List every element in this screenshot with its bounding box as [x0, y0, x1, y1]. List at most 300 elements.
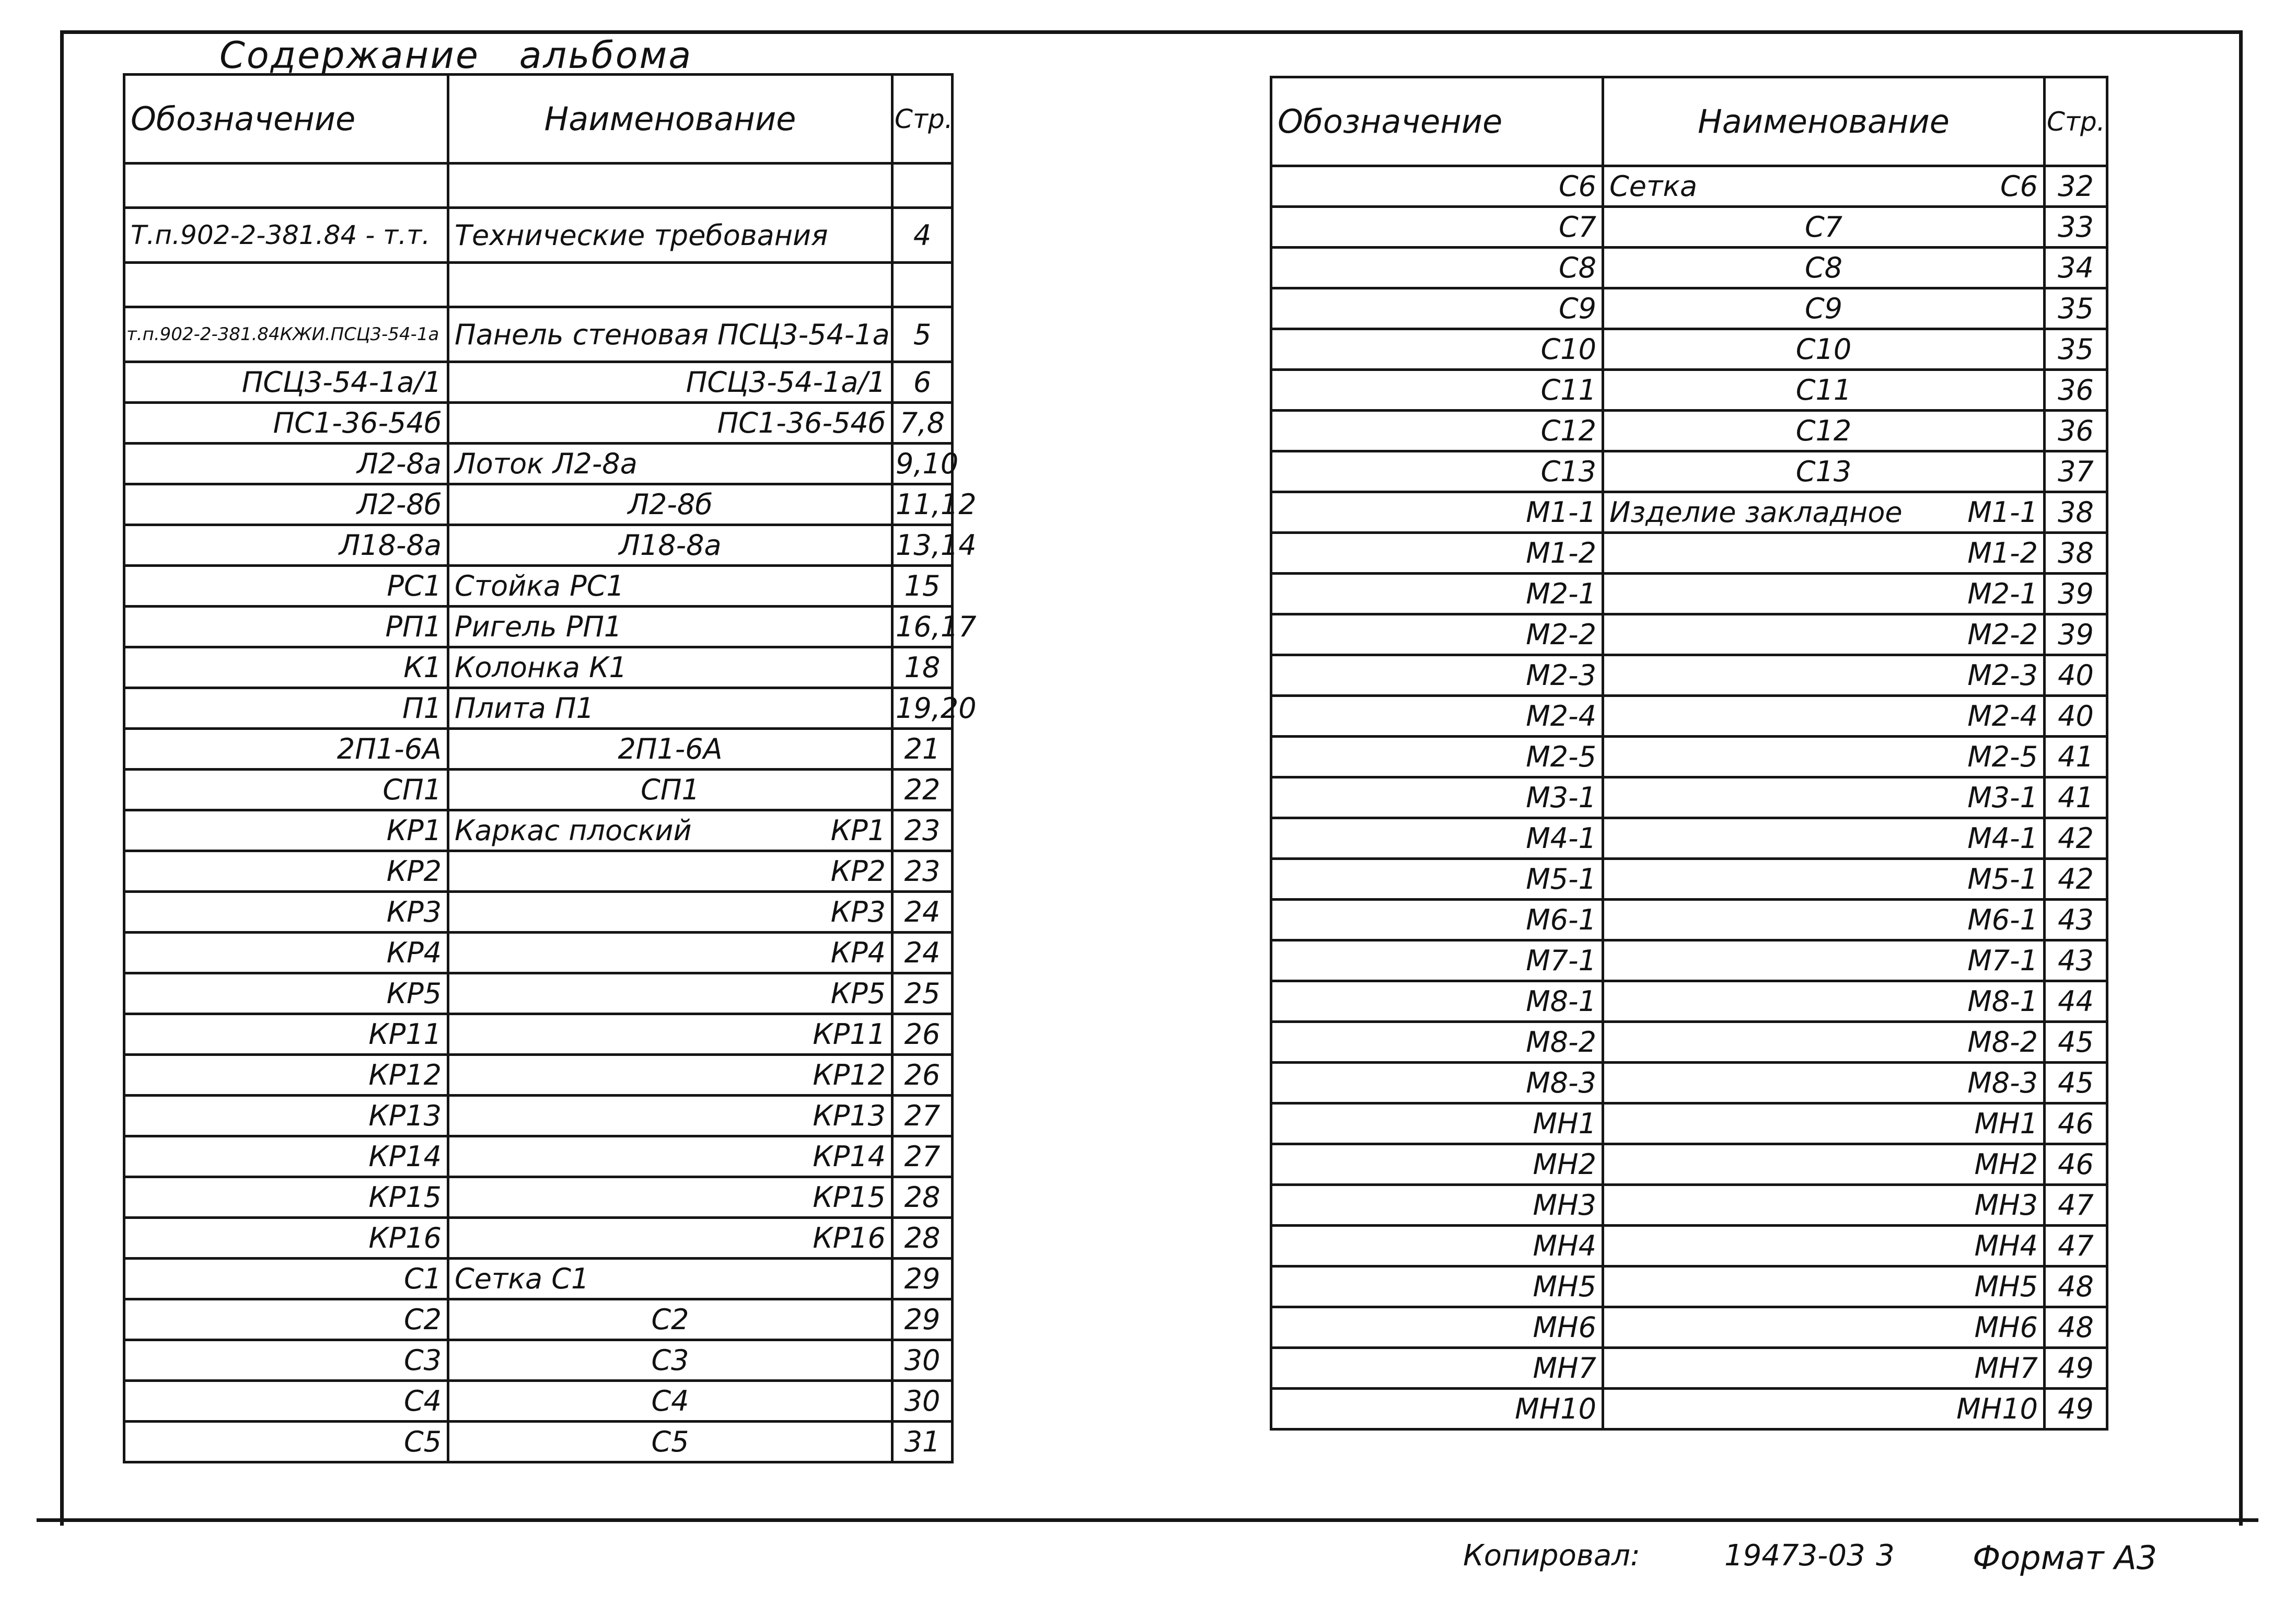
page-cell: 28 [892, 1218, 953, 1259]
designation-cell: М8-1 [1271, 981, 1603, 1022]
table-row [124, 892, 953, 933]
table-row [124, 1259, 953, 1299]
sheet-number: 3 [1876, 1539, 1895, 1573]
page-cell: 37 [2045, 451, 2107, 492]
name-cell [1603, 492, 2045, 533]
table-row [124, 770, 953, 810]
table-row [124, 444, 953, 484]
designation-cell: М4-1 [1271, 818, 1603, 859]
table-row [1271, 737, 2107, 777]
name-cell [1603, 411, 2045, 451]
table-row [1271, 777, 2107, 818]
name-cell [448, 1055, 892, 1096]
table-row [124, 1055, 953, 1096]
designation-cell: т.п.902-2-381.84КЖИ.ПСЦ3-54-1а [124, 307, 448, 362]
page-cell: 48 [2045, 1307, 2107, 1348]
table-row [1271, 940, 2107, 981]
name-cell [1603, 737, 2045, 777]
name-text: Ригель РП1 [455, 610, 622, 643]
paper-format: Формат А3 [1973, 1539, 2158, 1577]
table-row [1271, 329, 2107, 370]
name-cell [448, 263, 892, 307]
table-header [1271, 77, 2107, 166]
table-row [1271, 533, 2107, 574]
name-cell [448, 566, 892, 607]
name-cell [1603, 1348, 2045, 1389]
name-cell [448, 1340, 892, 1381]
name-text: ПСЦ3-54-1а/1 [686, 366, 886, 399]
name-cell [1603, 1185, 2045, 1226]
designation-cell: С12 [1271, 411, 1603, 451]
name-text: М8-1 [1967, 985, 2038, 1018]
name-cell [1603, 981, 2045, 1022]
designation-cell: КР15 [124, 1177, 448, 1218]
page-cell: 23 [892, 810, 953, 851]
name-text: С7 [1804, 211, 1843, 243]
name-text: МН10 [1956, 1392, 2038, 1425]
name-text: МН6 [1974, 1311, 2038, 1344]
page-cell: 26 [892, 1014, 953, 1055]
name-cell [448, 1381, 892, 1422]
page-cell: 39 [2045, 574, 2107, 614]
header-name: Наименование [1603, 77, 2045, 166]
page-cell: 6 [892, 362, 953, 403]
page-cell: 22 [892, 770, 953, 810]
designation-cell: КР1 [124, 810, 448, 851]
name-text: Сетка [1609, 170, 1698, 203]
page-cell: 4 [892, 208, 953, 263]
table-row [124, 1340, 953, 1381]
name-text: М5-1 [1967, 863, 2038, 896]
name-cell [448, 688, 892, 729]
header-designation: Обозначение [1271, 77, 1603, 166]
frame-bottom-line [37, 1518, 2258, 1522]
page-cell: 28 [892, 1177, 953, 1218]
name-cell [448, 1136, 892, 1177]
name-text: М2-2 [1967, 618, 2038, 651]
document-code: 19473-03 [1724, 1539, 1865, 1573]
page-cell: 5 [892, 307, 953, 362]
designation-cell: МН10 [1271, 1389, 1603, 1429]
name-text: КР2 [830, 855, 886, 888]
name-cell [448, 647, 892, 688]
designation-cell: С3 [124, 1340, 448, 1381]
page-cell: 24 [892, 933, 953, 973]
page-cell [892, 164, 953, 208]
name-text: Сетка С1 [455, 1262, 589, 1295]
designation-cell: М6-1 [1271, 900, 1603, 940]
designation-cell: МН6 [1271, 1307, 1603, 1348]
designation-cell: Л18-8а [124, 525, 448, 566]
table-row [1271, 1266, 2107, 1307]
name-text: М8-2 [1967, 1026, 2038, 1059]
designation-cell: С8 [1271, 248, 1603, 288]
name-text: С13 [1795, 455, 1852, 488]
designation-cell: Л2-8б [124, 484, 448, 525]
name-cell [448, 1259, 892, 1299]
designation-cell: МН1 [1271, 1103, 1603, 1144]
designation-cell: КР13 [124, 1096, 448, 1136]
designation-cell: МН7 [1271, 1348, 1603, 1389]
name-cell [448, 444, 892, 484]
name-text: М6-1 [1967, 903, 2038, 936]
name-text: М8-3 [1967, 1066, 2038, 1099]
table-row [124, 810, 953, 851]
table-row [1271, 1389, 2107, 1429]
name-text: МН5 [1974, 1270, 2038, 1303]
page-cell: 38 [2045, 492, 2107, 533]
name-text: С5 [651, 1425, 689, 1458]
table-row [1271, 981, 2107, 1022]
table-row [1271, 1348, 2107, 1389]
name-cell [1603, 818, 2045, 859]
table-row [124, 362, 953, 403]
name-cell [1603, 1307, 2045, 1348]
name-text: Колонка К1 [455, 651, 627, 684]
designation-cell: С10 [1271, 329, 1603, 370]
name-cell [448, 208, 892, 263]
name-text: Изделие закладное [1609, 496, 1903, 529]
table-row [1271, 207, 2107, 248]
name-text: Л2-8б [628, 488, 713, 521]
designation-cell: К1 [124, 647, 448, 688]
page-cell: 47 [2045, 1226, 2107, 1266]
page-cell: 33 [2045, 207, 2107, 248]
table-header [124, 75, 953, 164]
name-text: МН4 [1974, 1229, 2038, 1262]
designation-cell: МН4 [1271, 1226, 1603, 1266]
name-cell [448, 1177, 892, 1218]
name-cell [448, 933, 892, 973]
page-cell: 42 [2045, 859, 2107, 900]
designation-cell: С7 [1271, 207, 1603, 248]
name-cell [448, 1218, 892, 1259]
designation-cell: С9 [1271, 288, 1603, 329]
name-text: С9 [1804, 292, 1843, 325]
name-suffix: М1-1 [1967, 496, 2038, 529]
table-row [1271, 859, 2107, 900]
page-cell: 41 [2045, 777, 2107, 818]
name-text: С3 [651, 1344, 689, 1377]
designation-cell: Л2-8а [124, 444, 448, 484]
name-cell [1603, 655, 2045, 696]
table-row [124, 607, 953, 647]
header-page: Стр. [892, 75, 953, 164]
page-cell [892, 263, 953, 307]
designation-cell: КР16 [124, 1218, 448, 1259]
table-row [124, 1299, 953, 1340]
name-text: С2 [651, 1303, 689, 1336]
name-cell [448, 164, 892, 208]
table-row [124, 1096, 953, 1136]
name-text: МН3 [1974, 1189, 2038, 1222]
page-cell: 15 [892, 566, 953, 607]
name-cell [1603, 859, 2045, 900]
name-cell [448, 525, 892, 566]
name-cell [1603, 370, 2045, 411]
page-cell: 30 [892, 1340, 953, 1381]
name-cell [448, 607, 892, 647]
name-text: С4 [651, 1385, 689, 1417]
designation-cell: РП1 [124, 607, 448, 647]
name-cell [448, 1096, 892, 1136]
table-row [124, 566, 953, 607]
page-cell: 35 [2045, 288, 2107, 329]
page-cell: 47 [2045, 1185, 2107, 1226]
table-row [1271, 614, 2107, 655]
page-cell: 9,10 [892, 444, 953, 484]
table-row [124, 647, 953, 688]
page-cell: 29 [892, 1259, 953, 1299]
table-row [1271, 1226, 2107, 1266]
table-row [1271, 492, 2107, 533]
designation-cell: М2-1 [1271, 574, 1603, 614]
name-text: М4-1 [1967, 822, 2038, 855]
designation-cell [124, 263, 448, 307]
name-text: М7-1 [1967, 944, 2038, 977]
name-text: Л18-8а [619, 529, 722, 562]
page-cell: 25 [892, 973, 953, 1014]
name-text: Плита П1 [455, 692, 594, 725]
table-row [124, 164, 953, 208]
designation-cell: МН3 [1271, 1185, 1603, 1226]
name-text: МН7 [1974, 1352, 2038, 1385]
page-cell: 40 [2045, 696, 2107, 737]
designation-cell: М8-3 [1271, 1063, 1603, 1103]
name-suffix: КР1 [830, 814, 886, 847]
page-cell: 23 [892, 851, 953, 892]
page-cell: 7,8 [892, 403, 953, 444]
name-text: Панель стеновая ПСЦ3-54-1а [455, 318, 890, 351]
table-row [1271, 655, 2107, 696]
designation-cell [124, 164, 448, 208]
table-row [124, 484, 953, 525]
table-row [1271, 818, 2107, 859]
table-row [1271, 370, 2107, 411]
designation-cell: РС1 [124, 566, 448, 607]
designation-cell: М8-2 [1271, 1022, 1603, 1063]
name-cell [448, 770, 892, 810]
page-cell: 29 [892, 1299, 953, 1340]
table-row [1271, 1103, 2107, 1144]
designation-cell: М2-5 [1271, 737, 1603, 777]
name-cell [1603, 777, 2045, 818]
name-text: МН2 [1974, 1148, 2038, 1181]
designation-cell: КР2 [124, 851, 448, 892]
table-row [124, 307, 953, 362]
name-text: Каркас плоский [455, 814, 692, 847]
table-row [124, 1136, 953, 1177]
designation-cell: М5-1 [1271, 859, 1603, 900]
name-cell [1603, 288, 2045, 329]
designation-cell: Т.п.902-2-381.84 - т.т. [124, 208, 448, 263]
page-cell: 48 [2045, 1266, 2107, 1307]
page-cell: 27 [892, 1096, 953, 1136]
designation-cell: М1-2 [1271, 533, 1603, 574]
designation-cell: КР14 [124, 1136, 448, 1177]
table-row [124, 1014, 953, 1055]
table-row [124, 973, 953, 1014]
name-cell [448, 362, 892, 403]
page-cell: 46 [2045, 1144, 2107, 1185]
name-cell [448, 1014, 892, 1055]
page-cell: 45 [2045, 1063, 2107, 1103]
designation-cell: КР5 [124, 973, 448, 1014]
page-cell: 26 [892, 1055, 953, 1096]
page-cell: 31 [892, 1422, 953, 1462]
page-cell: 40 [2045, 655, 2107, 696]
header-designation: Обозначение [124, 75, 448, 164]
album-title: Содержание альбома [219, 34, 693, 77]
name-text: М2-3 [1967, 659, 2038, 692]
name-cell [1603, 940, 2045, 981]
table-row [124, 525, 953, 566]
designation-cell: МН2 [1271, 1144, 1603, 1185]
name-text: КР12 [813, 1059, 886, 1091]
page-cell: 11,12 [892, 484, 953, 525]
name-text: М1-2 [1967, 537, 2038, 569]
table-row [1271, 1144, 2107, 1185]
name-text: М3-1 [1967, 781, 2038, 814]
name-cell [448, 810, 892, 851]
page-cell: 46 [2045, 1103, 2107, 1144]
table-row [124, 403, 953, 444]
designation-cell: П1 [124, 688, 448, 729]
designation-cell: СП1 [124, 770, 448, 810]
table-row [1271, 1307, 2107, 1348]
name-cell [448, 973, 892, 1014]
page-cell: 18 [892, 647, 953, 688]
designation-cell: КР4 [124, 933, 448, 973]
designation-cell: С6 [1271, 166, 1603, 207]
table-row [124, 263, 953, 307]
page-cell: 16,17 [892, 607, 953, 647]
contents-table-right [1270, 76, 2108, 1431]
page-cell: 35 [2045, 329, 2107, 370]
table-row [1271, 411, 2107, 451]
name-cell [1603, 574, 2045, 614]
designation-cell: КР12 [124, 1055, 448, 1096]
name-cell [1603, 533, 2045, 574]
page-cell: 27 [892, 1136, 953, 1177]
name-cell [1603, 900, 2045, 940]
header-page: Стр. [2045, 77, 2107, 166]
name-text: М2-5 [1967, 740, 2038, 773]
table-row [124, 933, 953, 973]
name-text: МН1 [1974, 1107, 2038, 1140]
page-cell: 19,20 [892, 688, 953, 729]
table-row [124, 688, 953, 729]
designation-cell: ПСЦ3-54-1а/1 [124, 362, 448, 403]
page-cell: 44 [2045, 981, 2107, 1022]
table-row [124, 208, 953, 263]
name-cell [448, 729, 892, 770]
name-cell [1603, 1022, 2045, 1063]
header-name: Наименование [448, 75, 892, 164]
page-cell: 36 [2045, 411, 2107, 451]
designation-cell: М3-1 [1271, 777, 1603, 818]
name-text: КР13 [813, 1099, 886, 1132]
name-text: С10 [1795, 333, 1852, 366]
page-cell: 34 [2045, 248, 2107, 288]
page-cell: 43 [2045, 900, 2107, 940]
name-text: КР16 [813, 1222, 886, 1254]
designation-cell: 2П1-6А [124, 729, 448, 770]
table-row [1271, 1185, 2107, 1226]
table-row [124, 1218, 953, 1259]
name-cell [448, 307, 892, 362]
designation-cell: М2-3 [1271, 655, 1603, 696]
table-row [124, 1177, 953, 1218]
name-cell [1603, 451, 2045, 492]
designation-cell: С1 [124, 1259, 448, 1299]
name-cell [448, 892, 892, 933]
table-row [1271, 1063, 2107, 1103]
designation-cell: С13 [1271, 451, 1603, 492]
contents-table-left [123, 73, 977, 1463]
page-cell: 38 [2045, 533, 2107, 574]
table-row [1271, 288, 2107, 329]
name-cell [448, 403, 892, 444]
page-cell: 45 [2045, 1022, 2107, 1063]
table-row [1271, 900, 2107, 940]
name-text: КР3 [830, 896, 886, 928]
name-cell [1603, 1103, 2045, 1144]
designation-cell: КР11 [124, 1014, 448, 1055]
table-row [124, 1422, 953, 1462]
name-text: ПС1-36-54б [717, 406, 886, 439]
name-text: СП1 [641, 773, 700, 806]
name-cell [1603, 248, 2045, 288]
name-cell [448, 851, 892, 892]
page-cell: 21 [892, 729, 953, 770]
name-cell [1603, 1226, 2045, 1266]
designation-cell: С11 [1271, 370, 1603, 411]
designation-cell: С5 [124, 1422, 448, 1462]
name-text: КР15 [813, 1181, 886, 1214]
page-cell: 36 [2045, 370, 2107, 411]
name-text: 2П1-6А [618, 733, 723, 765]
table-row [124, 729, 953, 770]
name-cell [1603, 166, 2045, 207]
name-cell [448, 1422, 892, 1462]
name-text: М2-4 [1967, 700, 2038, 733]
name-cell [1603, 1266, 2045, 1307]
name-text: Технические требования [455, 218, 828, 252]
page-cell: 49 [2045, 1348, 2107, 1389]
name-cell [448, 1299, 892, 1340]
designation-cell: ПС1-36-54б [124, 403, 448, 444]
name-cell [1603, 329, 2045, 370]
page-cell: 49 [2045, 1389, 2107, 1429]
page-cell: 24 [892, 892, 953, 933]
page-cell: 41 [2045, 737, 2107, 777]
designation-cell: С4 [124, 1381, 448, 1422]
designation-cell: МН5 [1271, 1266, 1603, 1307]
page-cell: 30 [892, 1381, 953, 1422]
name-text: КР4 [830, 936, 886, 969]
name-cell [1603, 207, 2045, 248]
name-text: С11 [1795, 374, 1852, 406]
name-cell [1603, 696, 2045, 737]
designation-cell: М1-1 [1271, 492, 1603, 533]
name-cell [1603, 1063, 2045, 1103]
name-text: С8 [1804, 251, 1843, 284]
page-cell: 42 [2045, 818, 2107, 859]
name-text: КР14 [813, 1140, 886, 1173]
table-row [1271, 248, 2107, 288]
name-text: Лоток Л2-8а [455, 447, 637, 480]
